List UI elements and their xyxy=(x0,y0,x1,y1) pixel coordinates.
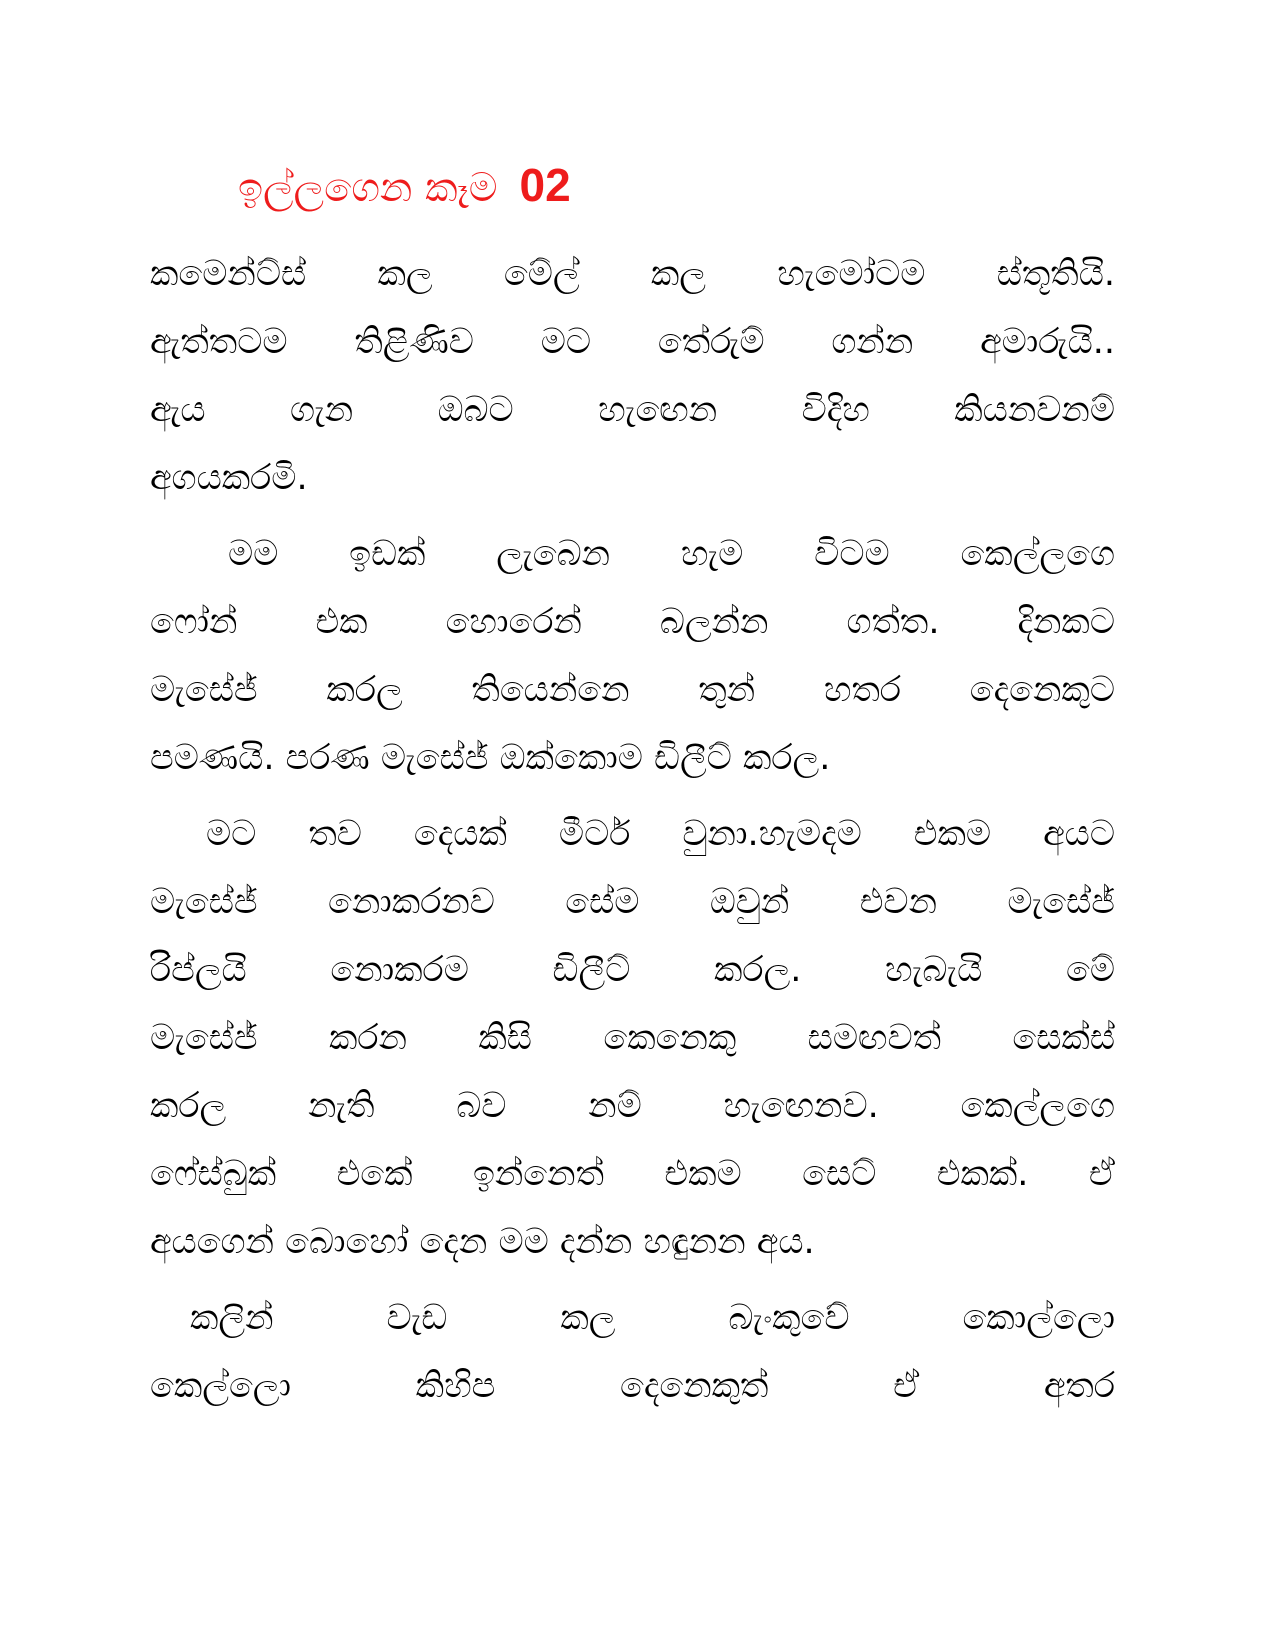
text-line: මට තව දෙයක් මීටර් වුනා.හැමදම එකම අයට xyxy=(206,814,1115,854)
text-line: ඇත්තටම තිළිණිව මට තේරුම් ගන්න අමාරුයි.. xyxy=(150,322,1115,362)
text-line: පමණයි. පරණ මැසේජ් ඔක්කොම ඩිලීට් කරල. xyxy=(150,738,831,778)
text-line: මම ඉඩක් ලැබෙන හැම විටම කෙල්ලගෙ xyxy=(228,534,1115,574)
title-number: 02 xyxy=(519,159,571,211)
paragraph-3 xyxy=(150,800,1115,1276)
text-line: කරල නැති බව නම් හැඟෙනව. කෙල්ලගෙ xyxy=(150,1086,1115,1126)
text-line: ෆෝන් එක හොරෙන් බලන්න ගත්ත. දිනකට xyxy=(150,602,1115,642)
page-title xyxy=(238,155,571,218)
story-body xyxy=(150,240,1115,1428)
text-line: මැසේජ් කරල තියෙන්නෙ තුන් හතර දෙනෙකුට xyxy=(150,670,1115,710)
text-line: අයගෙන් බොහෝ දෙන මම දන්න හඳුනන අය. xyxy=(150,1222,815,1262)
text-line: කෙල්ලො කිහිප දෙනෙකුත් ඒ අතර xyxy=(150,1366,1115,1406)
text-line: මැසේජ් නොකරනව සේම ඔවුන් එවන මැසේජ් xyxy=(150,882,1115,922)
text-line: මැසේජ් කරන කිසි කෙනෙකු සමඟවත් සෙක්ස් xyxy=(150,1018,1115,1058)
text-line: රිප්ලයි නොකරම ඩිලීට් කරල. හැබැයි මේ xyxy=(150,950,1115,990)
text-line: ඇය ගැන ඔබට හැඟෙන විදිහ කියනවනම් xyxy=(150,390,1115,430)
paragraph-2 xyxy=(150,520,1115,792)
text-line: කමෙන්ට්ස් කල මේල් කල හැමෝටම ස්තූතියි. xyxy=(150,254,1115,294)
paragraph-1 xyxy=(150,240,1115,512)
text-line: කලින් වැඩ කල බැංකුවේ කොල්ලො xyxy=(190,1298,1115,1338)
title-text: ඉල්ලගෙන කෑම xyxy=(238,165,498,211)
text-line: ෆේස්බුක් එකේ ඉන්නෙත් එකම සෙට් එකක්. ඒ xyxy=(150,1154,1115,1194)
text-line: අගයකරමි. xyxy=(150,458,308,498)
paragraph-4 xyxy=(150,1284,1115,1420)
